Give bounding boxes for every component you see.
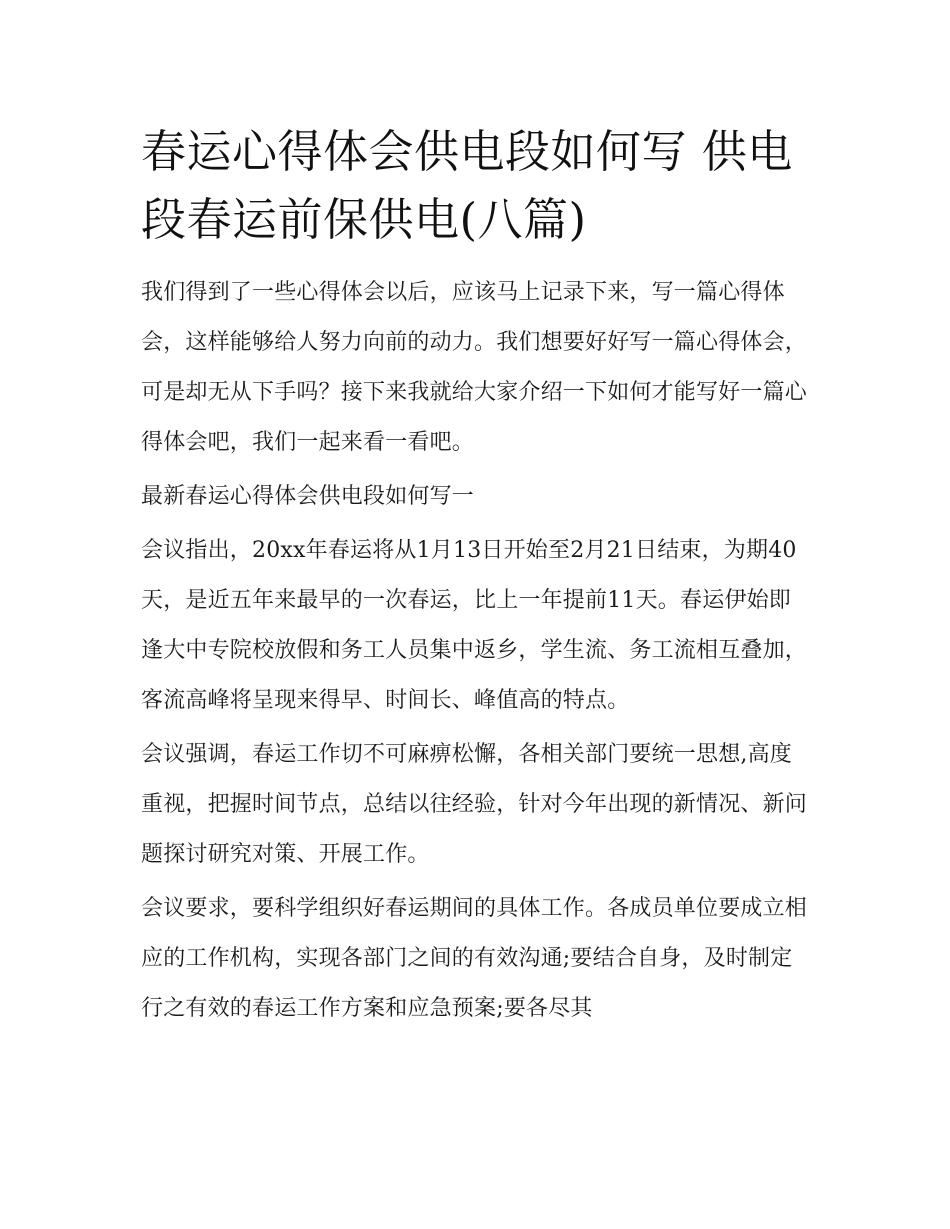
section-heading: 最新春运心得体会供电段如何写一 bbox=[141, 484, 475, 509]
intro-paragraph: 我们得到了一些心得体会以后，应该马上记录下来，写一篇心得体会，这样能够给人努力向前的动力。我们想要好好写一篇心得体会，可是却无从下手吗？接下来我就给大家介绍一下如何才能写好一篇心得体会吧，我们一起来看一看吧。 bbox=[141, 280, 808, 455]
body-paragraph: 会议强调，春运工作切不可麻痹松懈，各相关部门要统一思想,高度重视，把握时间节点，总结以往经验，针对今年出现的新情况、新问题探讨研究对策、开展工作。 bbox=[141, 742, 808, 867]
body-paragraph: 会议指出，20xx年春运将从1月13日开始至2月21日结束，为期40天，是近五年来最早的一次春运，比上一年提前11天。春运伊始即逢大中专院校放假和务工人员集中返乡，学生流、务工流相互叠加，客流高峰将呈现来得早、时间长、峰值高的特点。 bbox=[141, 538, 808, 713]
body-paragraph: 会议要求，要科学组织好春运期间的具体工作。各成员单位要成立相应的工作机构，实现各部门之间的有效沟通;要结合自身，及时制定行之有效的春运工作方案和应急预案;要各尽其 bbox=[141, 896, 808, 1021]
document-content bbox=[141, 118, 813, 1038]
document-title: 春运心得体会供电段如何写 供电段春运前保供电(八篇) bbox=[141, 125, 793, 246]
document-body bbox=[141, 268, 813, 1034]
